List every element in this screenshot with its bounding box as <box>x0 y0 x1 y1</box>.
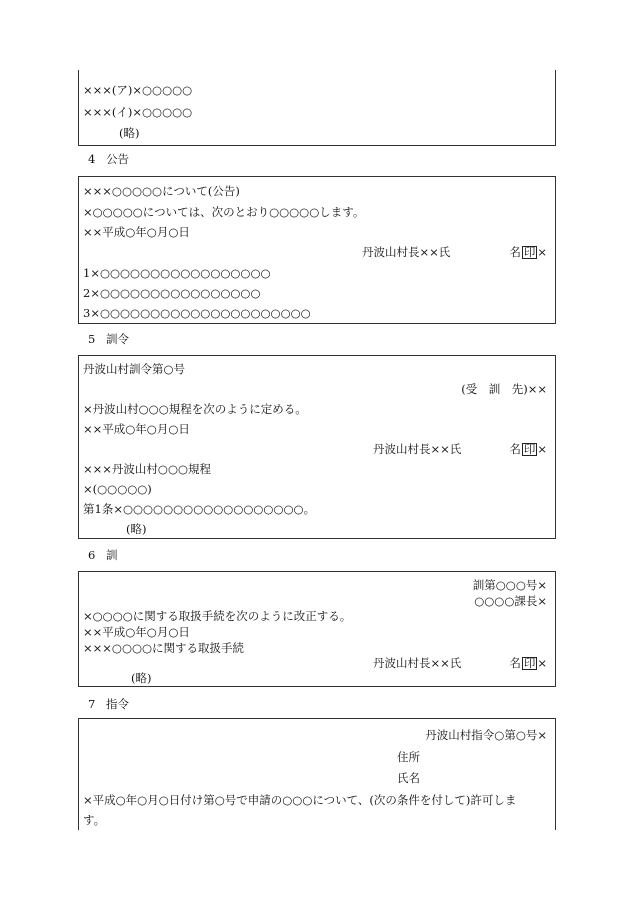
seal-suffix: × <box>537 442 547 456</box>
notice-body: ×○○○○○については、次のとおり○○○○○します。 <box>83 205 365 219</box>
instruction-issuer: ○○○○課長× <box>474 594 547 608</box>
section-6-number: 6 <box>88 548 96 562</box>
section-4-heading <box>88 152 129 166</box>
directive-body-2: す。 <box>83 813 106 827</box>
seal-suffix: × <box>537 245 547 259</box>
order-article-1: 第1条×○○○○○○○○○○○○○○○○○○。 <box>83 502 316 516</box>
directive-ref: 丹波山村指令○第○号× <box>425 728 547 742</box>
section-6-box <box>78 571 556 687</box>
section-4-title: 公告 <box>106 152 129 166</box>
seal-suffix: × <box>537 656 547 670</box>
section-7-heading <box>88 697 129 711</box>
instruction-ref: 訓第○○○号× <box>472 578 547 592</box>
section-6-heading <box>88 548 118 562</box>
section-5-number: 5 <box>88 332 96 346</box>
section-7-title: 指令 <box>106 697 129 711</box>
instruction-date: ××平成○年○月○日 <box>83 625 190 639</box>
section-6-title: 訓 <box>106 548 118 562</box>
section-4-number: 4 <box>88 152 96 166</box>
section-7-number: 7 <box>88 697 96 711</box>
instruction-omit: (略) <box>131 671 152 685</box>
instruction-seal <box>509 656 547 670</box>
instruction-procedure: ×××○○○○に関する取扱手続 <box>83 641 245 655</box>
instruction-body: ×○○○○に関する取扱手続を次のように改正する。 <box>83 609 352 623</box>
notice-item-3: 3×○○○○○○○○○○○○○○○○○○○○○ <box>83 306 311 320</box>
top-omit: (略) <box>119 126 140 140</box>
order-omit: (略) <box>126 522 147 536</box>
top-line-a: ×××(ア)×○○○○○ <box>83 83 193 97</box>
seal-label: 名 <box>509 656 521 670</box>
notice-item-2: 2×○○○○○○○○○○○○○○○○ <box>83 286 261 300</box>
order-caption: ×(○○○○○) <box>83 482 152 496</box>
order-body: ×丹波山村○○○規程を次のように定める。 <box>83 402 307 416</box>
notice-item-1: 1×○○○○○○○○○○○○○○○○○ <box>83 266 271 280</box>
order-seal <box>509 442 547 456</box>
seal-stamp-icon: 印 <box>523 656 536 670</box>
order-number: 丹波山村訓令第○号 <box>83 362 186 376</box>
notice-date: ××平成○年○月○日 <box>83 225 190 239</box>
seal-label: 名 <box>509 442 521 456</box>
order-signer: 丹波山村長××氏 <box>373 442 462 456</box>
top-continued-box <box>78 70 556 146</box>
section-5-heading <box>88 332 129 346</box>
instruction-signer: 丹波山村長××氏 <box>373 656 462 670</box>
section-4-box <box>78 176 556 324</box>
seal-stamp-icon: 印 <box>523 442 536 456</box>
seal-label: 名 <box>509 245 521 259</box>
directive-name: 氏名 <box>397 771 420 785</box>
directive-body-1: ×平成○年○月○日付け第○号で申請の○○○について、(次の条件を付して)許可しま <box>83 793 517 807</box>
section-7-box <box>78 718 556 830</box>
order-date: ××平成○年○月○日 <box>83 422 190 436</box>
notice-title: ×××○○○○○について(公告) <box>83 184 240 198</box>
section-5-box <box>78 355 556 539</box>
seal-stamp-icon: 印 <box>523 245 536 259</box>
notice-seal <box>509 245 547 259</box>
notice-signer: 丹波山村長××氏 <box>362 245 451 259</box>
order-recipient: (受 訓 先)×× <box>461 382 547 396</box>
section-5-title: 訓令 <box>106 332 129 346</box>
top-line-i: ×××(イ)×○○○○○ <box>83 105 193 119</box>
order-rule-name: ×××丹波山村○○○規程 <box>83 462 212 476</box>
directive-address: 住所 <box>397 750 420 764</box>
